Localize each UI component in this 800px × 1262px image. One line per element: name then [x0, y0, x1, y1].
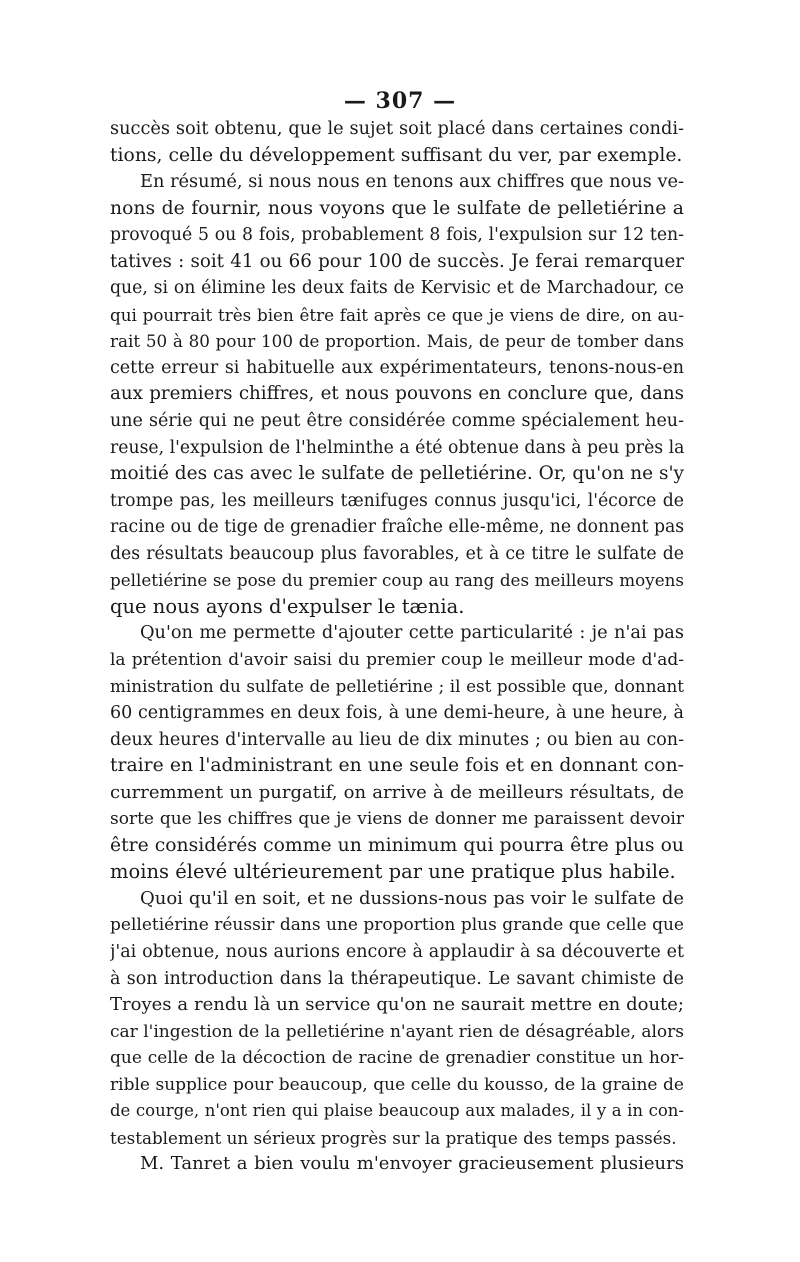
text-line: succès soit obtenu, que le sujet soit placé dans certaines condi- — [110, 119, 684, 139]
text-line: des résultats beaucoup plus favorables, et à ce titre le sulfate de — [110, 543, 684, 564]
text-line: de courge, n'ont rien qui plaise beaucoup aux malades, il y a in con- — [110, 1101, 684, 1121]
text-line: que nous ayons d'expulser le tænia. — [110, 594, 465, 618]
text-line: deux heures d'intervalle au lieu de dix minutes ; ou bien au con- — [110, 729, 684, 750]
text-line: reuse, l'expulsion de l'helminthe a été obtenue dans à peu près la — [110, 437, 684, 458]
text-line: sorte que les chiffres que je viens de donner me paraissent devoir — [110, 809, 684, 830]
text-line: En résumé, si nous nous en tenons aux chiffres que nous ve- — [140, 172, 684, 193]
text-line: 60 centigrammes en deux fois, à une demi-heure, à une heure, à — [110, 703, 684, 724]
text-line: Troyes a rendu là un service qu'on ne saurait mettre en doute; — [110, 994, 684, 1016]
text-line: curremment un purgatif, on arrive à de meilleurs résultats, de — [110, 781, 684, 803]
page-number: — 307 — — [343, 88, 457, 114]
text-line: pelletiérine se pose du premier coup au rang des meilleurs moyens — [110, 570, 684, 591]
text-line: qui pourrait très bien être fait après ce que je viens de dire, on au- — [110, 304, 684, 325]
text-line: rait 50 à 80 pour 100 de proportion. Mais, de peur de tomber dans — [110, 331, 684, 352]
text-line: racine ou de tige de grenadier fraîche elle-même, ne donnent pas — [110, 517, 684, 538]
text-line: aux premiers chiffres, et nous pouvons en conclure que, dans — [110, 383, 684, 405]
text-line: moins élevé ultérieurement par une pratique plus habile. — [110, 860, 676, 884]
text-line: traire en l'administrant en une seule fois et en donnant con- — [110, 755, 684, 777]
body-text — [110, 116, 684, 1178]
text-line: provoqué 5 ou 8 fois, probablement 8 fois, l'expulsion sur 12 ten- — [110, 225, 684, 246]
text-line: être considérés comme un minimum qui pourra être plus ou — [110, 834, 684, 856]
text-line: ministration du sulfate de pelletiérine ; il est possible que, donnant — [110, 676, 684, 697]
text-line: trompe pas, les meilleurs tænifuges connus jusqu'ici, l'écorce de — [110, 490, 684, 511]
text-line: une série qui ne peut être considérée comme spécialement heu- — [110, 411, 684, 432]
text-line: testablement un sérieux progrès sur la pratique des temps passés. — [110, 1127, 677, 1148]
text-line: rible supplice pour beaucoup, que celle du kousso, de la graine de — [110, 1074, 684, 1095]
text-line: nons de fournir, nous voyons que le sulfate de pelletiérine a — [110, 197, 684, 219]
text-line: que, si on élimine les deux faits de Kervisic et de Marchadour, ce — [110, 278, 684, 299]
text-line: la prétention d'avoir saisi du premier coup le meilleur mode d'ad- — [110, 649, 684, 670]
text-line: tatives : soit 41 ou 66 pour 100 de succès. Je ferai remarquer — [110, 250, 684, 272]
text-line: à son introduction dans la thérapeutique. Le savant chimiste de — [110, 968, 684, 989]
text-line: j'ai obtenue, nous aurions encore à applaudir à sa découverte et — [110, 941, 684, 962]
text-line: Quoi qu'il en soit, et ne dussions-nous pas voir le sulfate de — [140, 887, 684, 909]
text-line: cette erreur si habituelle aux expérimentateurs, tenons-nous-en — [110, 357, 684, 378]
text-line: car l'ingestion de la pelletiérine n'ayant rien de désagréable, alors — [110, 1021, 684, 1042]
text-line: Qu'on me permette d'ajouter cette particularité : je n'ai pas — [140, 623, 684, 644]
text-line: moitié des cas avec le sulfate de pelletiérine. Or, qu'on ne s'y — [110, 463, 684, 485]
text-line: pelletiérine réussir dans une proportion plus grande que celle que — [110, 915, 684, 936]
text-line: que celle de la décoction de racine de grenadier constitue un hor- — [110, 1048, 684, 1069]
text-line: tions, celle du développement suffisant du ver, par exemple. — [110, 144, 683, 166]
text-line: M. Tanret a bien voulu m'envoyer gracieusement plusieurs — [140, 1153, 684, 1175]
